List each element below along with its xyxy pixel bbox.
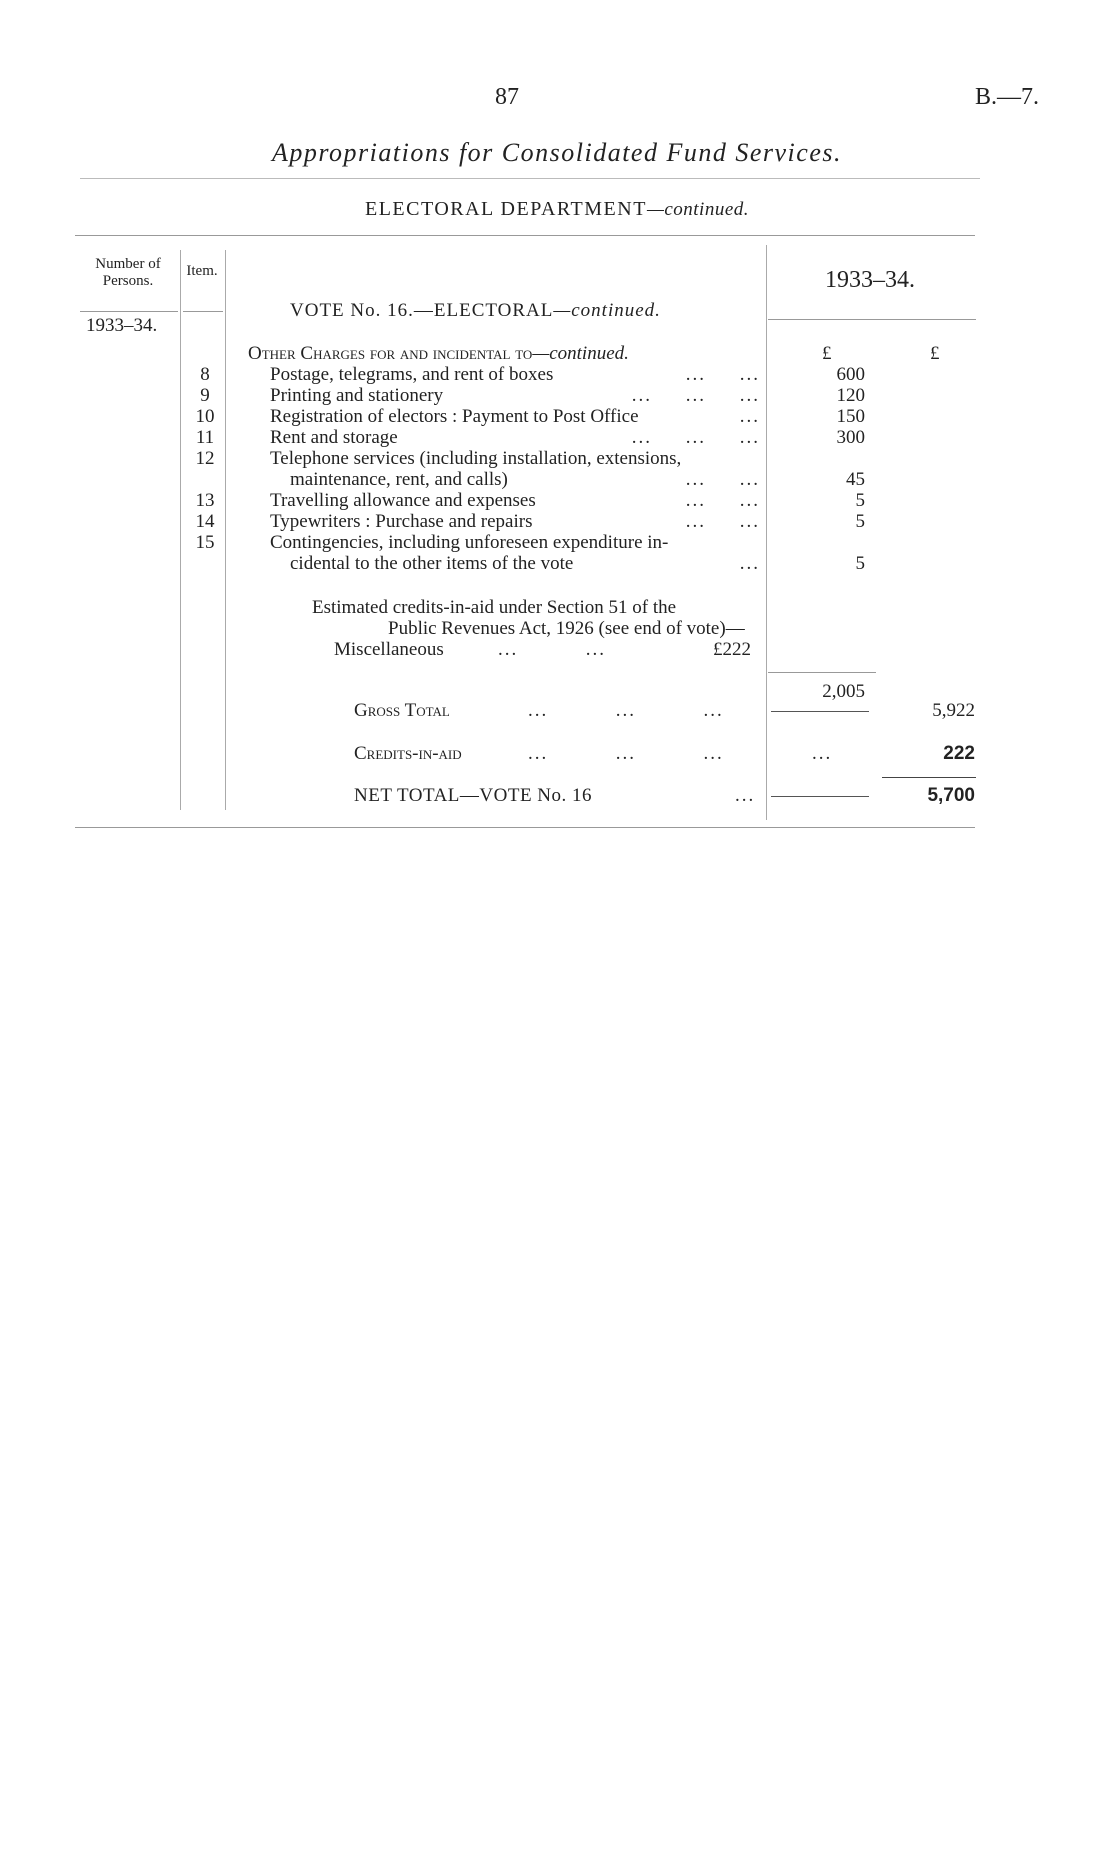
item-header: Item. <box>186 263 218 279</box>
item-amount: 120 <box>836 385 865 406</box>
item-leader-dots: ... ... ... <box>631 385 760 406</box>
item-label-continued: maintenance, rent, and calls) <box>290 469 508 490</box>
pound-sign-col2: £ <box>930 343 940 364</box>
item-number: 12 <box>195 448 215 469</box>
item-leader-dots: ... ... <box>685 469 760 490</box>
item-label: Contingencies, including unforeseen expenditure in- <box>270 532 669 553</box>
item-label: Telephone services (including installation, extensions, <box>270 448 682 469</box>
pound-sign-col1: £ <box>822 343 832 364</box>
credits-in-aid-col1: ... <box>812 743 833 764</box>
item-leader-dots: ... <box>739 553 760 574</box>
net-total-value: 5,700 <box>927 785 975 806</box>
vote-heading: VOTE No. 16.—ELECTORAL—continued. <box>290 300 661 321</box>
item-label: Rent and storage <box>270 427 398 448</box>
net-total-dots: ... <box>735 785 756 806</box>
item-leader-dots: ... ... <box>685 511 760 532</box>
subtotal-value: 2,005 <box>822 681 865 702</box>
item-number: 15 <box>195 532 215 553</box>
item-amount: 5 <box>855 490 865 511</box>
rule-amount <box>766 245 767 820</box>
item-amount: 45 <box>846 469 865 490</box>
page-number: 87 <box>495 84 519 110</box>
item-number: 10 <box>195 406 215 427</box>
credits-in-aid-label: Credits-in-aid <box>354 743 462 764</box>
item-label: Postage, telegrams, and rent of boxes <box>270 364 554 385</box>
credits-note-line3: Miscellaneous <box>334 639 444 660</box>
gross-total-label: Gross Total <box>354 700 450 721</box>
item-amount: 5 <box>855 553 865 574</box>
year-header: 1933–34. <box>825 267 915 293</box>
other-charges-subhead: Other Charges for and incidental to—continued. <box>248 343 629 364</box>
item-leader-dots: ... ... <box>685 490 760 511</box>
item-number: 11 <box>195 427 215 448</box>
item-leader-dots: ... ... ... <box>631 427 760 448</box>
number-of-persons-header: Number of Persons. <box>95 256 161 289</box>
item-label: Typewriters : Purchase and repairs <box>270 511 533 532</box>
page-title: Appropriations for Consolidated Fund Services. <box>272 138 842 167</box>
item-label-continued: cidental to the other items of the vote <box>290 553 574 574</box>
item-label: Printing and stationery <box>270 385 444 406</box>
item-amount: 150 <box>836 406 865 427</box>
gross-total-value: 5,922 <box>932 700 975 721</box>
credits-note-line1: Estimated credits-in-aid under Section 51 of the <box>312 597 677 618</box>
item-number: 13 <box>195 490 215 511</box>
department-title: ELECTORAL DEPARTMENT—continued. <box>364 198 750 220</box>
credits-in-aid-dots: ... ... ... <box>528 743 724 764</box>
item-amount: 5 <box>855 511 865 532</box>
item-amount: 600 <box>836 364 865 385</box>
item-number: 9 <box>200 385 210 406</box>
gross-total-dots: ... ... ... <box>528 700 724 721</box>
rule-item <box>225 250 226 810</box>
credits-note-dots: ... ... <box>498 639 606 660</box>
credits-note-line2: Public Revenues Act, 1926 (see end of vote)— <box>388 618 745 639</box>
document-reference: B.—7. <box>975 84 1040 110</box>
rule-persons <box>180 250 181 810</box>
item-amount: 300 <box>836 427 865 448</box>
net-total-label: NET TOTAL—VOTE No. 16 <box>354 785 593 806</box>
credits-in-aid-value: 222 <box>943 743 975 764</box>
item-label: Registration of electors : Payment to Post Office <box>270 406 639 427</box>
persons-year-header: 1933–34. <box>86 315 158 336</box>
item-leader-dots: ... ... <box>685 364 760 385</box>
item-number: 14 <box>195 511 215 532</box>
credits-note-amount: £222 <box>713 639 751 660</box>
item-number: 8 <box>200 364 210 385</box>
item-label: Travelling allowance and expenses <box>270 490 536 511</box>
item-leader-dots: ... <box>739 406 760 427</box>
